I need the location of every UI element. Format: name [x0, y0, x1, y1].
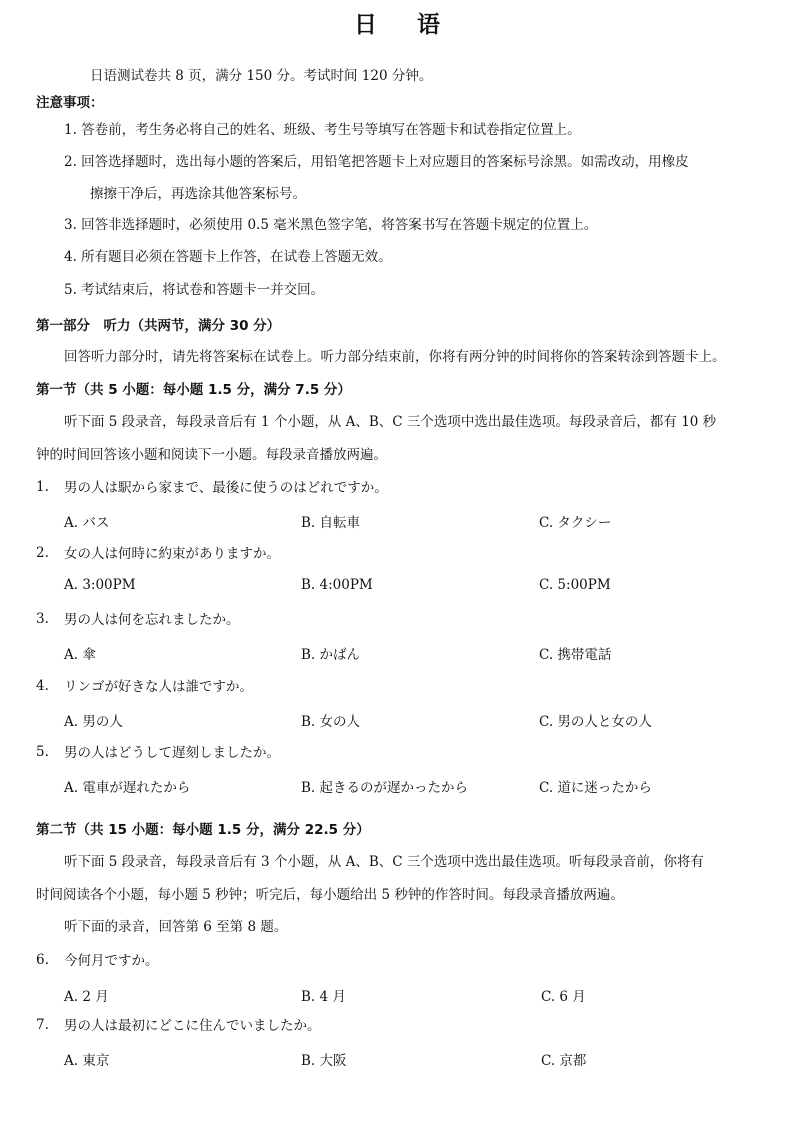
notice-heading: 注意事项：: [36, 95, 104, 111]
option-b: B. 自転車: [301, 515, 361, 531]
question-text: 女の人は何時に約束がありますか。: [64, 546, 280, 562]
exam-intro: 日语测试卷共 8 页，满分 150 分。考试时间 120 分钟。: [90, 68, 433, 84]
question-number: 3.: [36, 611, 49, 627]
option-c: C. 6 月: [541, 989, 586, 1005]
option-c: C. 5:00PM: [539, 577, 611, 593]
question-text: 男の人はどうして遅刻しましたか。: [64, 745, 280, 761]
question-number: 4.: [36, 678, 49, 694]
option-b: B. 女の人: [301, 714, 361, 730]
option-b: B. 起きるのが遅かったから: [301, 780, 469, 796]
notice-item: 5. 考试结束后，将试卷和答题卡一并交回。: [64, 282, 325, 298]
question-number: 7.: [36, 1017, 49, 1033]
option-a: A. 傘: [64, 647, 96, 663]
section2-sub-instruction: 听下面的录音，回答第 6 至第 8 题。: [64, 919, 288, 935]
option-a: A. 電車が遅れたから: [64, 780, 191, 796]
question-number: 5.: [36, 744, 49, 760]
question-number: 1.: [36, 479, 49, 495]
option-b: B. 4 月: [301, 989, 346, 1005]
section2-instruction: 听下面 5 段录音，每段录音后有 3 个小题，从 A、B、C 三个选项中选出最佳选项。听每段录音前，你将有: [64, 854, 704, 870]
question-text: 男の人は駅から家まで、最後に使うのはどれですか。: [64, 480, 388, 496]
notice-item-continued: 擦擦干净后，再选涂其他答案标号。: [90, 186, 306, 202]
notice-item: 3. 回答非选择题时，必须使用 0.5 毫米黑色签字笔，将答案书写在答题卡规定的位置上。: [64, 217, 598, 233]
section1-heading: 第一节（共 5 小题：每小题 1.5 分，满分 7.5 分）: [36, 382, 351, 398]
part1-heading: 第一部分 听力（共两节，满分 30 分）: [36, 318, 281, 334]
page-title: 日 语: [353, 12, 456, 38]
section2-heading: 第二节（共 15 小题：每小题 1.5 分，满分 22.5 分）: [36, 822, 370, 838]
question-number: 2.: [36, 545, 49, 561]
notice-item: 1. 答卷前，考生务必将自己的姓名、班级、考生号等填写在答题卡和试卷指定位置上。: [64, 122, 581, 138]
question-text: 男の人は最初にどこに住んでいましたか。: [64, 1018, 321, 1034]
question-text: 今何月ですか。: [64, 953, 159, 969]
section2-instruction: 时间阅读各个小题，每小题 5 秒钟；听完后，每小题给出 5 秒钟的作答时间。每段录音播放两遍。: [36, 887, 624, 903]
option-c: C. 道に迷ったから: [539, 780, 652, 796]
option-a: A. 3:00PM: [64, 577, 136, 593]
option-b: B. かばん: [301, 647, 361, 663]
option-b: B. 大阪: [301, 1053, 347, 1069]
option-c: C. 男の人と女の人: [539, 714, 652, 730]
option-b: B. 4:00PM: [301, 577, 373, 593]
option-a: A. 男の人: [64, 714, 123, 730]
notice-item: 4. 所有题目必须在答题卡上作答，在试卷上答题无效。: [64, 249, 392, 265]
option-c: C. 携帯電話: [539, 647, 612, 663]
part1-instruction: 回答听力部分时，请先将答案标在试卷上。听力部分结束前，你将有两分钟的时间将你的答案转涂到答题卡上。: [64, 349, 726, 365]
option-a: A. 東京: [64, 1053, 110, 1069]
question-text: リンゴが好きな人は誰ですか。: [64, 679, 253, 695]
notice-item: 2. 回答选择题时，选出每小题的答案后，用铅笔把答题卡上对应题目的答案标号涂黑。如需改动，用橡皮: [64, 154, 689, 170]
section1-instruction: 钟的时间回答该小题和阅读下一小题。每段录音播放两遍。: [36, 447, 387, 463]
question-number: 6.: [36, 952, 49, 968]
option-a: A. バス: [64, 515, 110, 531]
option-c: C. タクシー: [539, 515, 612, 531]
question-text: 男の人は何を忘れましたか。: [64, 612, 240, 628]
section1-instruction: 听下面 5 段录音，每段录音后有 1 个小题，从 A、B、C 三个选项中选出最佳选项。每段录音后，都有 10 秒: [64, 414, 717, 430]
option-a: A. 2 月: [64, 989, 109, 1005]
option-c: C. 京都: [541, 1053, 587, 1069]
